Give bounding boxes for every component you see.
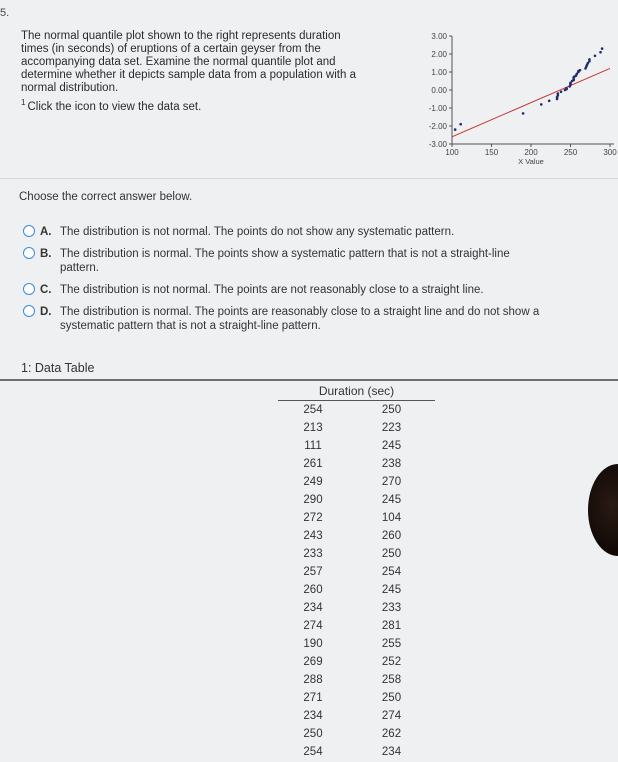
question-line: The normal quantile plot shown to the right represents duration bbox=[21, 30, 341, 42]
answer-options bbox=[20, 225, 580, 341]
option-text: The distribution is not normal. The points do not show any systematic pattern. bbox=[60, 226, 455, 238]
table-cell: 254 bbox=[303, 746, 323, 758]
data-table-rule bbox=[0, 379, 618, 381]
option-text: The distribution is not normal. The points are not reasonably close to a straight line. bbox=[60, 284, 484, 296]
table-row bbox=[278, 491, 435, 509]
footnote-marker: 1 bbox=[21, 98, 26, 107]
y-tick-label: -2.00 bbox=[428, 122, 447, 131]
table-cell: 252 bbox=[381, 656, 402, 668]
duration-table bbox=[278, 383, 435, 761]
option-letter: D. bbox=[40, 306, 52, 318]
table-row bbox=[278, 653, 435, 671]
radio-button-d[interactable] bbox=[23, 305, 35, 317]
table-header-row bbox=[278, 383, 435, 401]
table-row bbox=[278, 401, 435, 420]
option-letter: B. bbox=[40, 248, 52, 260]
table-cell: 270 bbox=[381, 476, 402, 488]
table-cell: 262 bbox=[381, 728, 402, 740]
table-row bbox=[278, 689, 435, 707]
finger-obstruction bbox=[588, 464, 618, 556]
table-cell: 250 bbox=[303, 728, 323, 740]
question-line: determine whether it depicts sample data from a population with a bbox=[21, 69, 356, 81]
question-line: times (in seconds) of eruptions of a certain geyser from the bbox=[21, 43, 321, 55]
table-row bbox=[278, 671, 435, 689]
table-row bbox=[278, 437, 435, 455]
option-d[interactable] bbox=[20, 305, 580, 333]
table-cell: 260 bbox=[381, 530, 402, 542]
table-cell: 272 bbox=[303, 512, 323, 524]
table-row bbox=[278, 743, 435, 761]
table-cell: 245 bbox=[381, 494, 402, 506]
data-point bbox=[599, 51, 602, 54]
data-point bbox=[454, 128, 457, 131]
table-cell: 258 bbox=[381, 674, 402, 686]
table-cell: 274 bbox=[381, 710, 402, 722]
table-cell: 250 bbox=[381, 548, 402, 560]
option-c[interactable] bbox=[20, 283, 580, 297]
table-row bbox=[278, 725, 435, 743]
table-cell: 234 bbox=[381, 746, 402, 758]
table-row bbox=[278, 419, 435, 437]
question-line: normal distribution. bbox=[21, 82, 119, 94]
data-point bbox=[594, 55, 597, 58]
table-header: Duration (sec) bbox=[278, 383, 435, 401]
radio-button-c[interactable] bbox=[23, 283, 35, 295]
x-axis-label: X Value bbox=[518, 157, 544, 166]
data-table-title: 1: Data Table bbox=[21, 361, 95, 375]
table-cell: 233 bbox=[381, 602, 402, 614]
option-text: The distribution is normal. The points show a systematic pattern that is not a straight-line pattern. bbox=[60, 248, 510, 274]
table-cell: 261 bbox=[303, 458, 323, 470]
data-set-link[interactable] bbox=[21, 96, 391, 114]
data-point bbox=[459, 123, 462, 126]
table-cell: 111 bbox=[304, 440, 322, 452]
table-cell: 238 bbox=[381, 458, 402, 470]
table-cell: 233 bbox=[303, 548, 323, 560]
data-point bbox=[579, 69, 582, 72]
table-cell: 274 bbox=[303, 620, 323, 632]
question-text bbox=[21, 30, 391, 114]
table-row bbox=[278, 509, 435, 527]
table-body bbox=[278, 401, 435, 762]
y-tick-label: 0.00 bbox=[431, 86, 447, 95]
table-cell: 249 bbox=[303, 476, 323, 488]
option-letter: A. bbox=[40, 226, 52, 238]
option-b[interactable] bbox=[20, 247, 580, 275]
table-cell: 243 bbox=[303, 530, 323, 542]
data-point bbox=[522, 112, 525, 115]
section-divider bbox=[0, 178, 618, 179]
y-tick-label: -1.00 bbox=[428, 104, 447, 113]
quantile-plot-svg bbox=[400, 20, 618, 180]
table-row bbox=[278, 581, 435, 599]
x-tick-label: 150 bbox=[484, 148, 499, 157]
y-tick-label: 1.00 bbox=[431, 68, 447, 77]
table-cell: 250 bbox=[381, 404, 402, 416]
y-tick-label: -3.00 bbox=[428, 140, 447, 149]
x-tick-label: 200 bbox=[524, 148, 538, 157]
table-row bbox=[278, 635, 435, 653]
table-cell: 271 bbox=[303, 692, 323, 704]
x-tick-label: 250 bbox=[563, 148, 578, 157]
data-point bbox=[548, 100, 551, 103]
data-point bbox=[601, 47, 604, 50]
table-row bbox=[278, 617, 435, 635]
answer-prompt: Choose the correct answer below. bbox=[19, 191, 193, 203]
table-row bbox=[278, 527, 435, 545]
table-cell: 290 bbox=[303, 494, 323, 506]
y-tick-label: 3.00 bbox=[431, 32, 447, 41]
radio-button-b[interactable] bbox=[23, 247, 35, 259]
table-row bbox=[278, 563, 435, 581]
table-cell: 257 bbox=[303, 566, 323, 578]
option-a[interactable] bbox=[20, 225, 580, 239]
table-cell: 288 bbox=[303, 674, 323, 686]
table-cell: 234 bbox=[303, 710, 323, 722]
table-cell: 245 bbox=[381, 584, 402, 596]
table-cell: 255 bbox=[381, 638, 402, 650]
x-tick-label: 300 bbox=[603, 148, 617, 157]
data-point bbox=[540, 103, 543, 106]
question-line: accompanying data set. Examine the normal quantile plot and bbox=[21, 56, 336, 68]
table-cell: 104 bbox=[381, 512, 402, 524]
reference-line bbox=[452, 68, 610, 136]
y-tick-label: 2.00 bbox=[431, 50, 447, 59]
table-cell: 245 bbox=[381, 440, 402, 452]
table-row bbox=[278, 545, 435, 563]
table-cell: 190 bbox=[303, 638, 323, 650]
data-point bbox=[565, 87, 568, 90]
table-cell: 254 bbox=[303, 404, 323, 416]
table-cell: 281 bbox=[381, 620, 402, 632]
table-cell: 234 bbox=[303, 602, 323, 614]
table-cell: 254 bbox=[381, 566, 402, 578]
table-cell: 260 bbox=[303, 584, 323, 596]
option-text: The distribution is normal. The points are reasonably close to a straight line and do not show a systematic pattern that is not a straight-line pattern. bbox=[60, 306, 540, 332]
data-point bbox=[560, 91, 563, 94]
data-set-link-text: Click the icon to view the data set. bbox=[27, 100, 202, 113]
normal-quantile-plot bbox=[400, 20, 618, 180]
data-point bbox=[557, 92, 560, 95]
table-cell: 250 bbox=[381, 692, 402, 704]
table-cell: 269 bbox=[303, 656, 323, 668]
data-point bbox=[588, 58, 591, 61]
table-row bbox=[278, 455, 435, 473]
table-cell: 213 bbox=[303, 422, 323, 434]
table-cell: 223 bbox=[381, 422, 402, 434]
table-row bbox=[278, 599, 435, 617]
x-tick-label: 100 bbox=[445, 148, 459, 157]
question-number: 5. bbox=[0, 7, 10, 19]
data-table bbox=[278, 383, 438, 761]
table-row bbox=[278, 473, 435, 491]
table-row bbox=[278, 707, 435, 725]
option-letter: C. bbox=[40, 284, 52, 296]
radio-button-a[interactable] bbox=[23, 225, 35, 237]
